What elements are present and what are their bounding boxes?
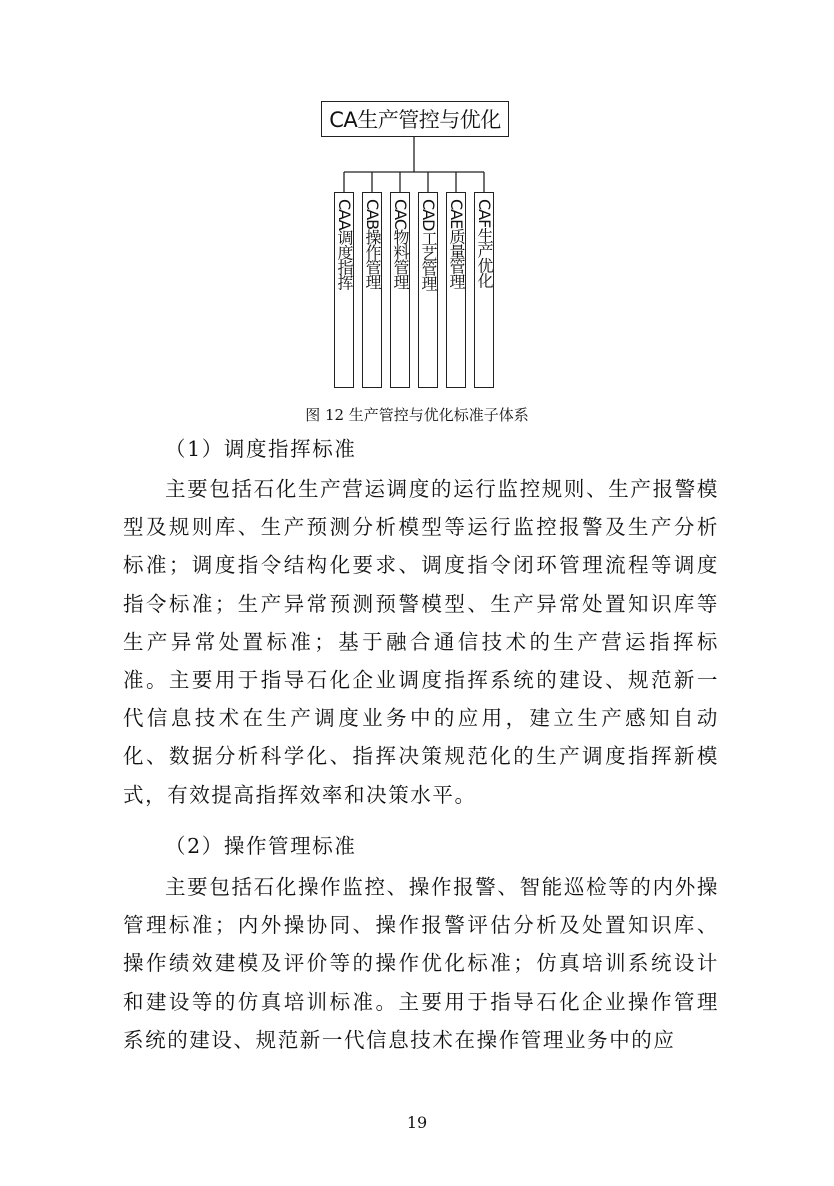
diagram-child-label: CAF生产优化	[475, 199, 494, 288]
diagram-child-node	[390, 192, 410, 388]
section-body: 主要包括石化生产营运调度的运行监控规则、生产报警模型及规则库、生产预测分析模型等运行监控报警及生产分析标准；调度指令结构化要求、调度指令闭环管理流程等调度指令标准；生产异常预测预警模型、生产异常处置知识库等生产异常处置标准；基于融合通信技术的生产营运指挥标准。主要用于指导石化企业调度指挥系统的建设、规范新一代信息技术在生产调度业务中的应用，建立生产感知自动化、数据分析科学化、指挥决策规范化的生产调度指挥新模式，有效提高指挥效率和决策水平。	[123, 477, 719, 807]
section-heading: （2）操作管理标准	[165, 834, 357, 858]
diagram-child-node	[474, 192, 494, 388]
diagram-child-label: CAE质量管理	[447, 199, 466, 289]
figure-caption: 图 12 生产管控与优化标准子体系	[305, 406, 529, 424]
hierarchy-diagram	[0, 0, 834, 400]
diagram-child-node	[334, 192, 354, 388]
diagram-child-label: CAA调度指挥	[335, 199, 354, 290]
section-heading: （1）调度指挥标准	[165, 437, 357, 461]
diagram-child-label: CAD工艺管理	[419, 199, 438, 291]
diagram-root-label: CA生产管控与优化	[329, 108, 501, 132]
diagram-child-label: CAC物料管理	[391, 199, 410, 290]
connector-lines	[0, 0, 834, 400]
page-number: 19	[406, 1113, 428, 1132]
diagram-root-node	[321, 101, 509, 137]
diagram-child-node	[418, 192, 438, 388]
diagram-child-node	[362, 192, 382, 388]
diagram-child-node	[446, 192, 466, 388]
section-body: 主要包括石化操作监控、操作报警、智能巡检等的内外操管理标准；内外操协同、操作报警评估分析及处置知识库、操作绩效建模及评价等的操作优化标准；仿真培训系统设计和建设等的仿真培训标准。主要用于指导石化企业操作管理系统的建设、规范新一代信息技术在操作管理业务中的应	[123, 875, 719, 1052]
diagram-child-label: CAB操作管理	[363, 199, 382, 290]
